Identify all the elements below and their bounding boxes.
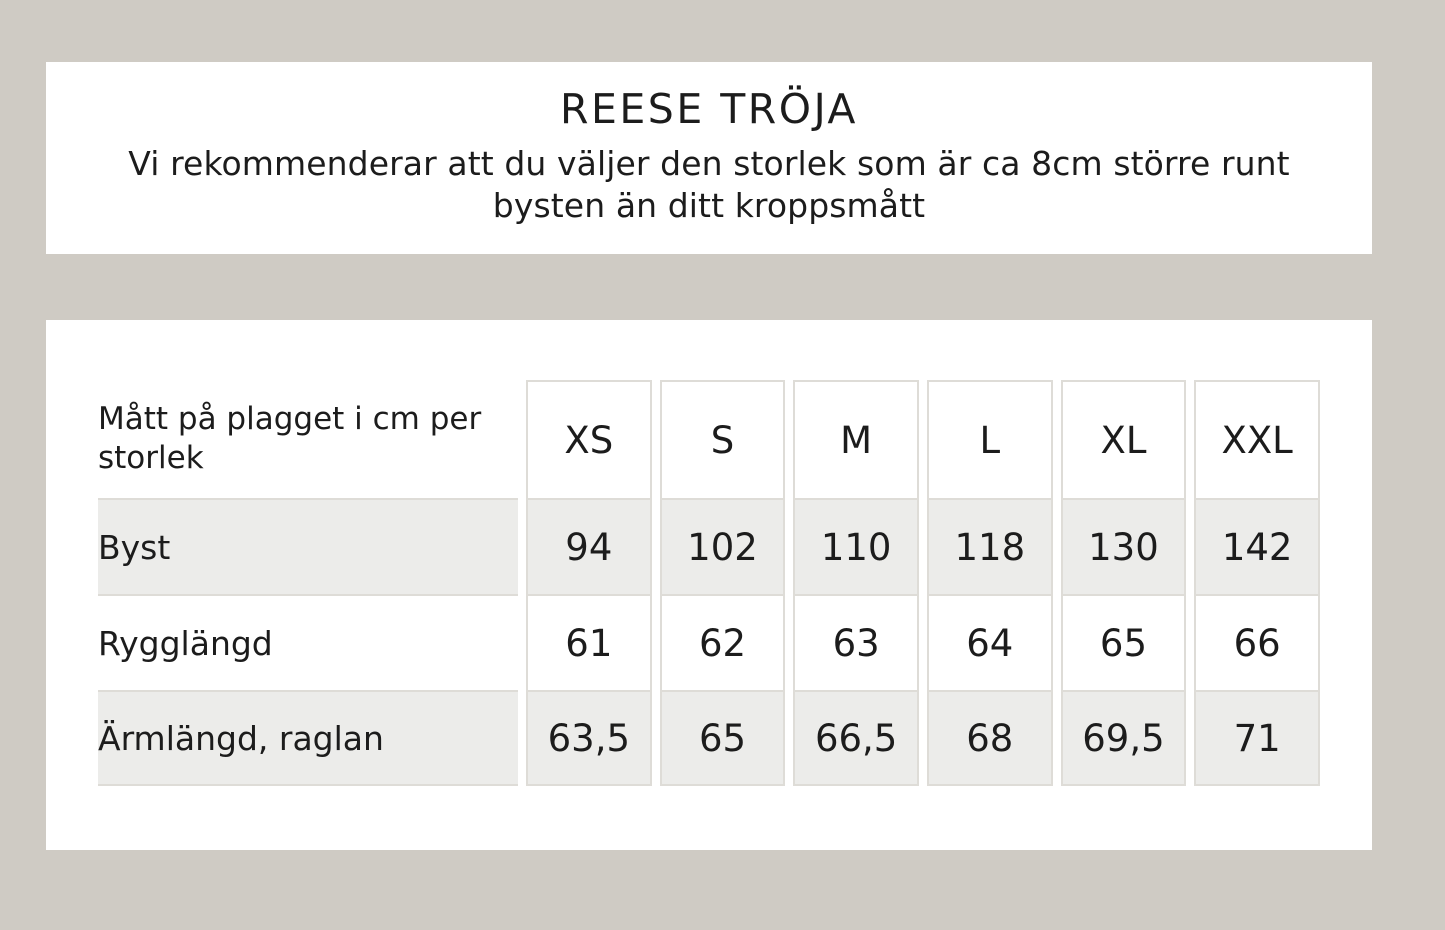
- cell-byst-xs: 94: [526, 498, 652, 594]
- cell-rygglangd-s: 62: [660, 594, 786, 690]
- size-header-m: M: [793, 380, 919, 498]
- cell-armlangd-xxl: 71: [1194, 690, 1320, 786]
- cell-byst-l: 118: [927, 498, 1053, 594]
- cell-rygglangd-xxl: 66: [1194, 594, 1320, 690]
- cell-armlangd-m: 66,5: [793, 690, 919, 786]
- size-header-s: S: [660, 380, 786, 498]
- size-table: [90, 380, 1328, 786]
- cell-armlangd-xl: 69,5: [1061, 690, 1187, 786]
- cell-armlangd-s: 65: [660, 690, 786, 786]
- page-title: REESE TRÖJA: [560, 85, 858, 133]
- row-label-rygglangd: Rygglängd: [98, 594, 518, 690]
- cell-rygglangd-m: 63: [793, 594, 919, 690]
- table-header-row: [98, 380, 1320, 498]
- cell-rygglangd-xs: 61: [526, 594, 652, 690]
- header-card: [46, 62, 1372, 254]
- size-header-l: L: [927, 380, 1053, 498]
- cell-armlangd-l: 68: [927, 690, 1053, 786]
- table-row: [98, 594, 1320, 690]
- cell-armlangd-xs: 63,5: [526, 690, 652, 786]
- measurements-card: [46, 320, 1372, 850]
- table-row: [98, 690, 1320, 786]
- size-header-xl: XL: [1061, 380, 1187, 498]
- recommendation-text: Vi rekommenderar att du väljer den storlek som är ca 8cm större runt bysten än ditt kroppsmått: [128, 144, 1290, 226]
- cell-byst-s: 102: [660, 498, 786, 594]
- table-row: [98, 498, 1320, 594]
- cell-byst-m: 110: [793, 498, 919, 594]
- cell-rygglangd-l: 64: [927, 594, 1053, 690]
- size-header-xs: XS: [526, 380, 652, 498]
- measurement-label-header: Mått på plagget i cm per storlek: [98, 401, 482, 476]
- size-header-xxl: XXL: [1194, 380, 1320, 498]
- cell-byst-xl: 130: [1061, 498, 1187, 594]
- cell-byst-xxl: 142: [1194, 498, 1320, 594]
- row-label-armlangd: Ärmlängd, raglan: [98, 690, 518, 786]
- row-label-byst: Byst: [98, 498, 518, 594]
- cell-rygglangd-xl: 65: [1061, 594, 1187, 690]
